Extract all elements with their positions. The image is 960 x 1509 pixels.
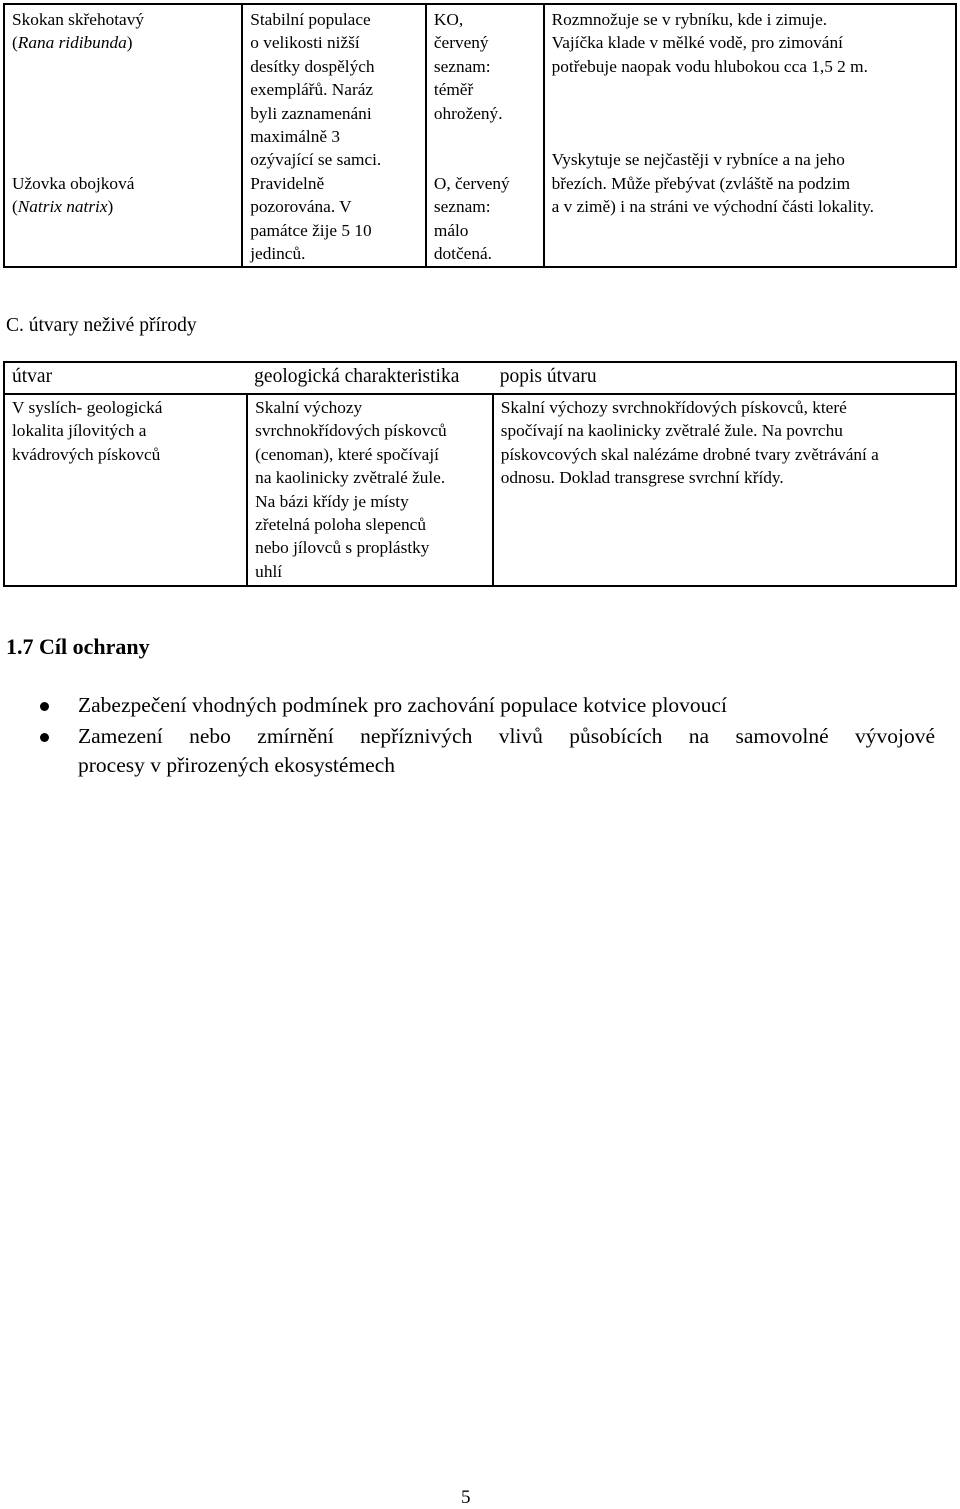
geology-line: Skalní výchozy [255,398,363,417]
species-latin: (Natrix natrix) [12,197,114,217]
nonliving-nature-table [3,361,957,587]
status-line: téměř [433,80,474,100]
geology-line: svrchnokřídových pískovců [255,421,447,441]
formation-line: lokalita jílovitých a [12,421,147,441]
formation-description-line: odnosu. Doklad transgrese svrchní křídy. [500,468,784,488]
population-line: Pravidelně [250,173,325,193]
species-name: Užovka obojková [12,173,135,193]
list-item [0,722,960,780]
goal-list [0,691,960,780]
geology-line: (cenoman), které spočívají [255,444,439,464]
status-line: málo [433,220,469,240]
bullet-icon [40,733,49,742]
page-number: 5 [461,1487,471,1508]
goal-heading: 1.7 Cíl ochrany [6,634,150,659]
list-item-text: Zabezpečení vhodných podmínek pro zachování populace kotvice plovoucí [78,693,727,717]
species-latin: (Rana ridibunda) [12,33,133,53]
population-line: Stabilní populace [250,10,371,29]
formation-description-line: Skalní výchozy svrchnokřídových pískovců, které [500,398,847,417]
status-line: seznam: [433,197,491,217]
list-item-text: procesy v přirozených ekosystémech [78,753,396,777]
formation-description-line: pískovcových skal nalézáme drobné tvary zvětrávání a [500,444,879,464]
population-line: byli zaznamenáni [250,103,372,123]
column-header-formation: útvar [4,362,247,394]
geology-line: nebo jílovců s proplástky [255,538,430,558]
description-line: a v zimě) i na stráni ve východní části lokality. [551,197,874,217]
list-item [0,691,960,720]
status-line: ohrožený. [433,103,503,123]
status-line: červený [433,33,489,53]
population-line: exemplářů. Naráz [250,80,374,100]
population-line: památce žije 5 10 [250,220,372,240]
population-line: desítky dospělých [250,56,375,76]
geology-line: na kaolinicky zvětralé žule. [255,468,446,488]
table-header-row [4,362,956,394]
status-cell [426,4,544,267]
geology-cell [247,394,493,586]
description-cell [544,4,956,267]
formation-cell [4,394,247,586]
table-row [4,394,956,586]
geology-line: zřetelná poloha slepenců [255,515,426,535]
status-line: dotčená. [433,244,492,264]
column-header-geology: geologická charakteristika [247,362,493,394]
population-line: maximálně 3 [250,127,340,147]
table-row [4,4,956,170]
formation-line: kvádrových pískovců [12,444,161,464]
description-line: Rozmnožuje se v rybníku, kde i zimuje. [551,10,828,29]
population-line: ozývající se samci. [250,150,382,170]
description-line: Vajíčka klade v mělké vodě, pro zimování [551,33,843,53]
geology-line: Na bázi křídy je místy [255,491,409,511]
population-cell [242,4,426,267]
species-table [3,3,957,268]
species-name: Skokan skřehotavý [12,10,144,29]
status-line: KO, [433,10,464,29]
population-line: jedinců. [250,244,306,264]
status-line: seznam: [433,56,491,76]
formation-line: V syslích- geologická [12,398,163,417]
population-line: o velikosti nižší [250,33,360,53]
column-header-description: popis útvaru [493,362,956,394]
population-line: pozorována. V [250,197,352,217]
description-line: březích. Může přebývat (zvláště na podzim [551,173,851,193]
description-line: potřebuje naopak vodu hlubokou cca 1,5 2 m. [551,56,868,76]
section-c-title: C. útvary neživé přírody [6,315,197,336]
list-item-text: Zamezení nebo zmírnění nepříznivých vlivů působících na samovolné vývojové [78,724,935,748]
formation-description-cell [493,394,956,586]
species-name-cell [4,4,242,267]
status-line: O, červený [433,174,510,194]
description-line: Vyskytuje se nejčastěji v rybníce a na jeho [551,150,845,170]
bullet-icon [40,702,49,711]
formation-description-line: spočívají na kaolinicky zvětralé žule. Na povrchu [500,421,843,441]
geology-line: uhlí [255,561,283,581]
